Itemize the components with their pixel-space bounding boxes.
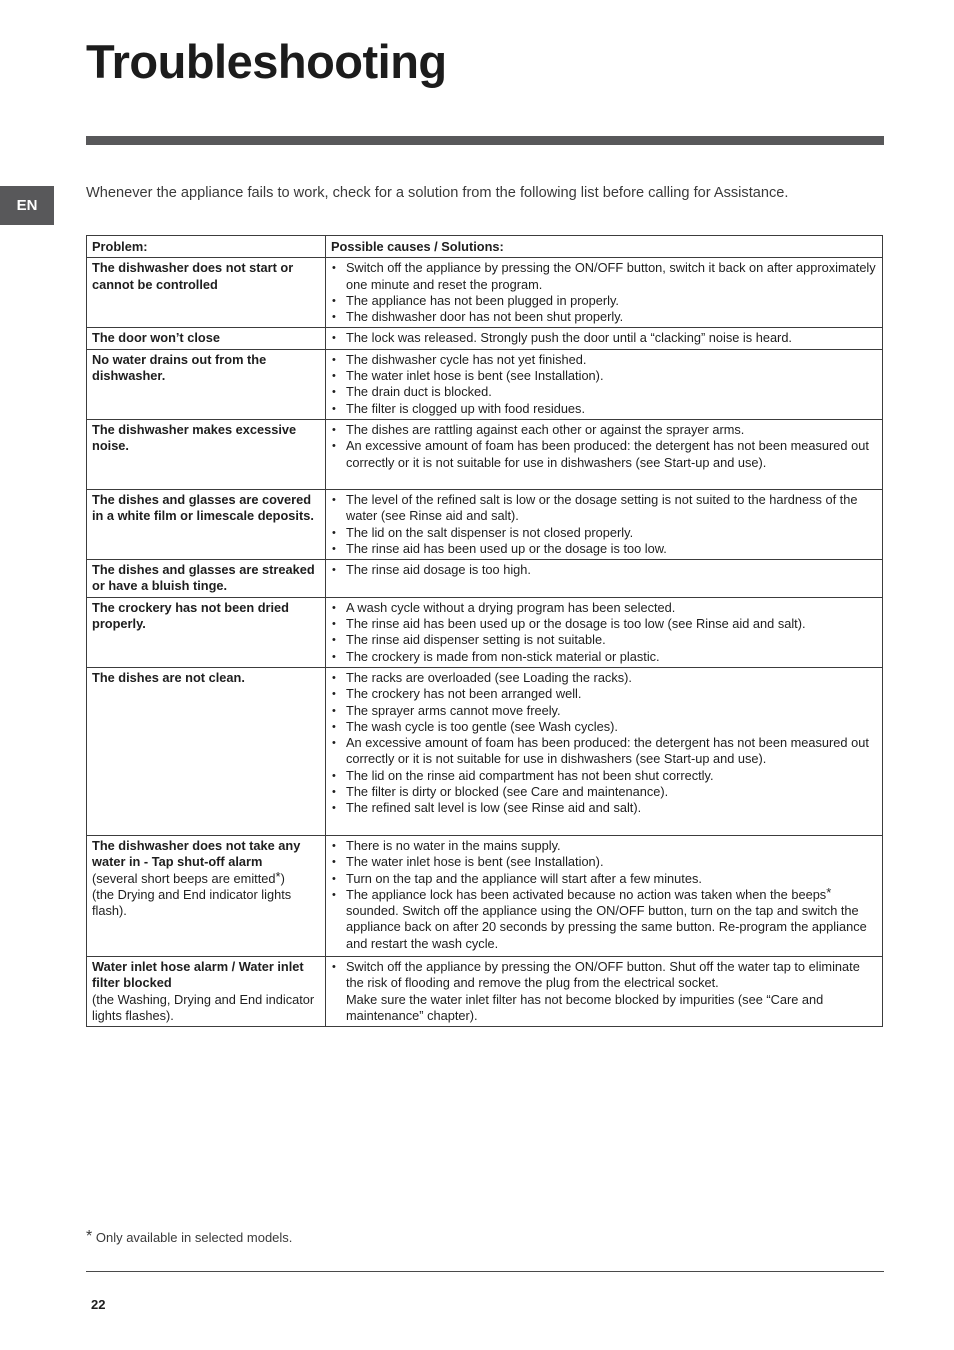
table-header-row bbox=[87, 236, 883, 258]
table-row bbox=[87, 258, 883, 328]
solutions-cell bbox=[326, 328, 883, 349]
problem-note: (the Washing, Drying and End indicator lights flashes). bbox=[92, 991, 315, 1023]
table-row bbox=[87, 560, 883, 598]
problem-cell: The dishes are not clean. bbox=[87, 667, 326, 835]
problem-cell: The dishwasher makes excessive noise. bbox=[87, 419, 326, 489]
solution-item: • The lid on the salt dispenser is not closed properly. bbox=[346, 525, 877, 541]
solution-item: • The rinse aid dosage is too high. bbox=[346, 562, 877, 578]
table-row bbox=[87, 835, 883, 956]
problem-title: Water inlet hose alarm / Water inlet filter blocked bbox=[92, 958, 304, 991]
asterisk-mark: * bbox=[275, 868, 281, 884]
language-tab: EN bbox=[0, 186, 54, 225]
solution-item: • A wash cycle without a drying program has been selected. bbox=[346, 600, 877, 616]
problem-cell: No water drains out from the dishwasher. bbox=[87, 349, 326, 419]
solution-text: Make sure the water inlet filter has not become blocked by impurities (see “Care and maintenance” chapter). bbox=[346, 991, 824, 1023]
solution-item: • The rinse aid has been used up or the dosage is too low (see Rinse aid and salt). bbox=[346, 616, 877, 632]
solution-item: • There is no water in the mains supply. bbox=[346, 838, 877, 854]
solution-item: • The water inlet hose is bent (see Installation). bbox=[346, 854, 877, 870]
solution-text: The appliance lock has been activated because no action was taken when the beeps bbox=[346, 886, 827, 902]
solution-item: • The crockery is made from non-stick material or plastic. bbox=[346, 649, 877, 665]
table-row bbox=[87, 328, 883, 349]
solution-item: • The filter is clogged up with food residues. bbox=[346, 401, 877, 417]
solution-item: • The level of the refined salt is low or the dosage setting is not suited to the hardness of the water (see Rinse aid and salt). bbox=[346, 492, 877, 525]
problem-cell: The dishes and glasses are covered in a white film or limescale deposits. bbox=[87, 489, 326, 559]
problem-cell: The dishwasher does not start or cannot be controlled bbox=[87, 258, 326, 328]
table-row bbox=[87, 956, 883, 1026]
page-title: Troubleshooting bbox=[86, 35, 447, 88]
solution-item: • The sprayer arms cannot move freely. bbox=[346, 703, 877, 719]
table-row bbox=[87, 419, 883, 489]
solutions-cell bbox=[326, 667, 883, 835]
solution-item: • The filter is dirty or blocked (see Care and maintenance). bbox=[346, 784, 877, 800]
header-solutions: Possible causes / Solutions: bbox=[326, 236, 883, 258]
solutions-cell bbox=[326, 560, 883, 598]
intro-text: Whenever the appliance fails to work, check for a solution from the following list before calling for Assistance. bbox=[86, 185, 789, 201]
header-problem: Problem: bbox=[87, 236, 326, 258]
problem-cell: The crockery has not been dried properly. bbox=[87, 597, 326, 667]
solution-item: • The water inlet hose is bent (see Installation). bbox=[346, 368, 877, 384]
solution-item bbox=[346, 884, 877, 952]
solution-item: • The dishes are rattling against each other or against the sprayer arms. bbox=[346, 422, 877, 438]
solution-item: • The lid on the rinse aid compartment has not been shut correctly. bbox=[346, 768, 877, 784]
solution-item: • The rinse aid dispenser setting is not suitable. bbox=[346, 632, 877, 648]
title-divider bbox=[86, 136, 884, 145]
solution-item: • Switch off the appliance by pressing the ON/OFF button, switch it back on after approximately one minute and reset the program. bbox=[346, 260, 877, 293]
problem-note: (the Drying and End indicator lights flash). bbox=[92, 886, 292, 919]
solutions-cell bbox=[326, 489, 883, 559]
solution-item: • The dishwasher door has not been shut properly. bbox=[346, 309, 877, 325]
solution-item: • The drain duct is blocked. bbox=[346, 384, 877, 400]
solutions-cell bbox=[326, 258, 883, 328]
solutions-cell bbox=[326, 956, 883, 1026]
solution-text: Switch off the appliance by pressing the ON/OFF button. Shut off the water tap to eliminate the risk of flooding and remove the plug from the electrical socket. bbox=[346, 958, 860, 991]
table-row bbox=[87, 667, 883, 835]
solution-item: • The appliance has not been plugged in properly. bbox=[346, 293, 877, 309]
footnote bbox=[86, 1228, 292, 1246]
solution-item: • The dishwasher cycle has not yet finished. bbox=[346, 352, 877, 368]
solution-item: • Turn on the tap and the appliance will start after a few minutes. bbox=[346, 871, 877, 887]
solutions-cell bbox=[326, 419, 883, 489]
table-row bbox=[87, 597, 883, 667]
problem-note: (several short beeps are emitted bbox=[92, 870, 276, 886]
solution-item: • The lock was released. Strongly push the door until a “clacking” noise is heard. bbox=[346, 330, 877, 346]
solutions-cell bbox=[326, 349, 883, 419]
solution-text: sounded. Switch off the appliance using the ON/OFF button, turn on the tap and switch the appliance back on after 20 seconds by pressing the same button. Re-program the appliance and restart the wash cycle. bbox=[346, 903, 867, 951]
problem-note-close: ) bbox=[280, 870, 285, 886]
problem-cell: The dishes and glasses are streaked or have a bluish tinge. bbox=[87, 560, 326, 598]
footnote-asterisk: * bbox=[86, 1228, 93, 1245]
table-row bbox=[87, 489, 883, 559]
footer-divider bbox=[86, 1271, 884, 1272]
problem-cell: The door won’t close bbox=[87, 328, 326, 349]
problem-cell bbox=[87, 956, 326, 1026]
solution-item: • The wash cycle is too gentle (see Wash cycles). bbox=[346, 719, 877, 735]
troubleshooting-table bbox=[86, 235, 883, 1027]
asterisk-mark: * bbox=[826, 884, 832, 900]
problem-title: The dishwasher does not take any water in - Tap shut-off alarm bbox=[92, 837, 301, 870]
solution-item: • An excessive amount of foam has been produced: the detergent has not been measured out correctly or it is not suitable for use in dishwashers (see Start-up and use). bbox=[346, 735, 877, 768]
table-row bbox=[87, 349, 883, 419]
solution-item bbox=[346, 959, 877, 1024]
solution-item: • The refined salt level is low (see Rinse aid and salt). bbox=[346, 800, 877, 816]
solution-item: • The rinse aid has been used up or the dosage is too low. bbox=[346, 541, 877, 557]
solution-item: • The racks are overloaded (see Loading the racks). bbox=[346, 670, 877, 686]
solutions-cell bbox=[326, 835, 883, 956]
problem-cell bbox=[87, 835, 326, 956]
solution-item: • The crockery has not been arranged well. bbox=[346, 686, 877, 702]
page-number: 22 bbox=[91, 1297, 106, 1312]
solution-item: • An excessive amount of foam has been produced: the detergent has not been measured out correctly or it is not suitable for use in dishwashers (see Start-up and use). bbox=[346, 438, 877, 471]
solutions-cell bbox=[326, 597, 883, 667]
footnote-text: Only available in selected models. bbox=[95, 1230, 293, 1245]
